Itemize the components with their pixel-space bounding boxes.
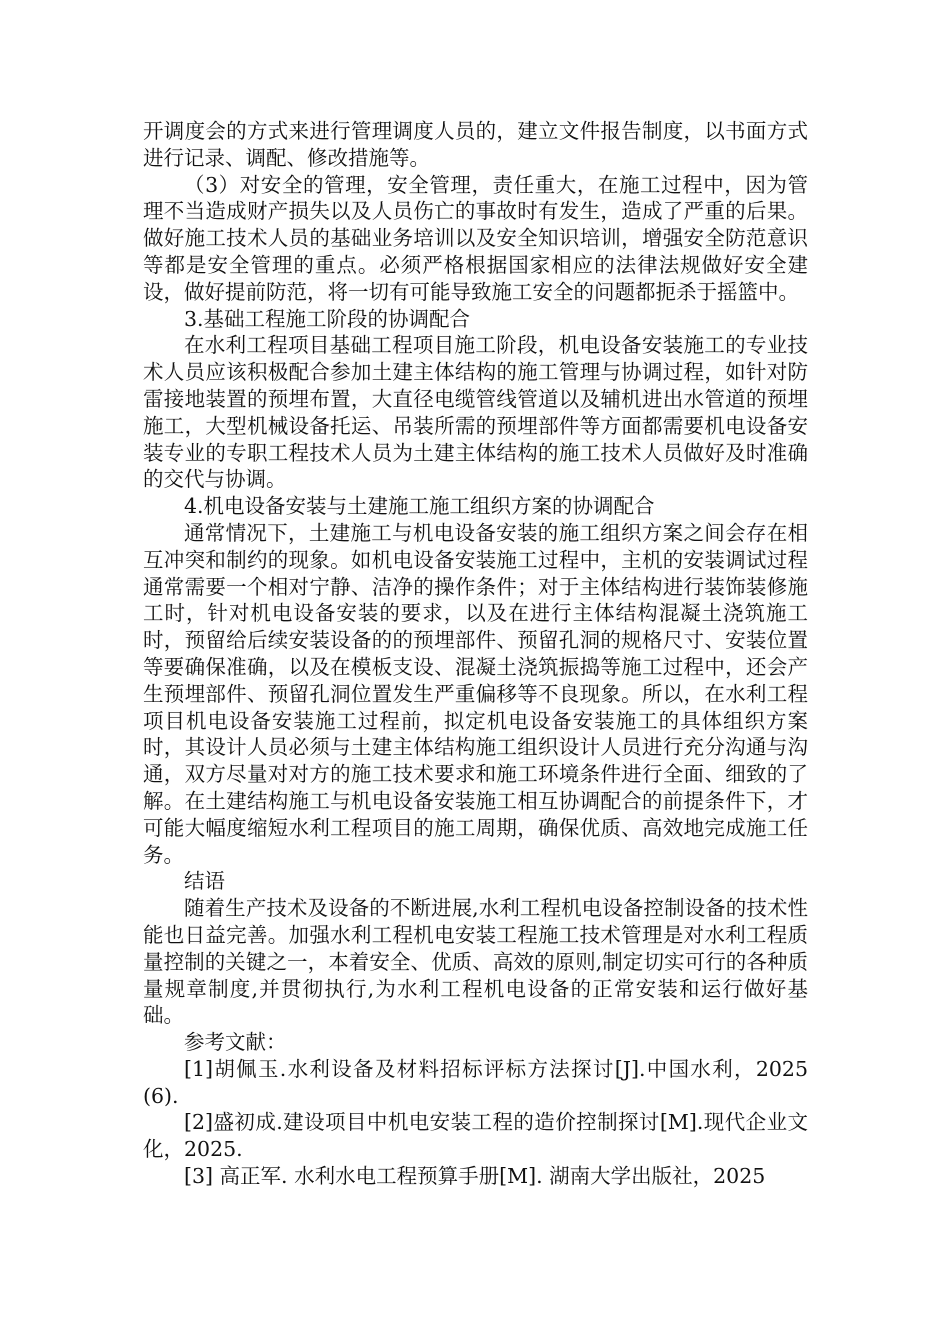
section-heading-4: 4.机电设备安装与土建施工施工组织方案的协调配合	[184, 494, 655, 519]
reference-item-2: [2]盛初成.建设项目中机电安装工程的造价控制探讨[M].现代企业文化，2025.	[143, 1110, 808, 1162]
reference-item-3: [3] 高正军. 水利水电工程预算手册[M]. 湖南大学出版社，2025	[184, 1164, 766, 1189]
paragraph-continuation: 开调度会的方式来进行管理调度人员的，建立文件报告制度，以书面方式进行记录、调配、修改措施等。	[143, 119, 808, 170]
document-body	[143, 118, 808, 1190]
reference-item-1: [1]胡佩玉.水利设备及材料招标评标方法探讨[J].中国水利，2025(6).	[143, 1056, 808, 1108]
paragraph-foundation-stage: 在水利工程项目基础工程项目施工阶段，机电设备安装施工的专业技术人员应该积极配合参加土建主体结构的施工管理与协调过程，如针对防雷接地装置的预埋布置，大直径电缆管线管道以及辅机进出水管道的预埋施工，大型机械设备托运、吊装所需的预埋部件等方面都需要机电设备安装专业的专职工程技术人员为土建主体结构的施工技术人员做好及时准确的交代与协调。	[143, 333, 808, 492]
paragraph-safety-management: （3）对安全的管理，安全管理，责任重大，在施工过程中，因为管理不当造成财产损失以及人员伤亡的事故时有发生，造成了严重的后果。做好施工技术人员的基础业务培训以及安全知识培训，增强安全防范意识等都是安全管理的重点。必须严格根据国家相应的法律法规做好安全建设，做好提前防范，将一切有可能导致施工安全的问题都扼杀于摇篮中。	[143, 172, 808, 304]
section-heading-3: 3.基础工程施工阶段的协调配合	[184, 306, 471, 331]
conclusion-heading: 结语	[184, 869, 225, 894]
paragraph-organization-plan: 通常情况下，土建施工与机电设备安装的施工组织方案之间会存在相互冲突和制约的现象。如机电设备安装施工过程中，主机的安装调试过程通常需要一个相对宁静、洁净的操作条件；对于主体结构进行装饰装修施工时，针对机电设备安装的要求，以及在进行主体结构混凝土浇筑施工时，预留给后续安装设备的的预埋部件、预留孔洞的规格尺寸、安装位置等要确保准确，以及在模板支设、混凝土浇筑振捣等施工过程中，还会产生预埋部件、预留孔洞位置发生严重偏移等不良现象。所以，在水利工程项目机电设备安装施工过程前，拟定机电设备安装施工的具体组织方案时，其设计人员必须与土建主体结构施工组织设计人员进行充分沟通与沟通，双方尽量对对方的施工技术要求和施工环境条件进行全面、细致的了解。在土建结构施工与机电设备安装施工相互协调配合的前提条件下，才可能大幅度缩短水利工程项目的施工周期，确保优质、高效地完成施工任务。	[143, 520, 808, 867]
references-heading: 参考文献：	[184, 1030, 287, 1055]
paragraph-conclusion: 随着生产技术及设备的不断进展,水利工程机电设备控制设备的技术性能也日益完善。加强水利工程机电安装工程施工技术管理是对水利工程质量控制的关键之一，本着安全、优质、高效的原则,制定切实可行的各种质量规章制度,并贯彻执行,为水利工程机电设备的正常安装和运行做好基础。	[143, 896, 808, 1028]
